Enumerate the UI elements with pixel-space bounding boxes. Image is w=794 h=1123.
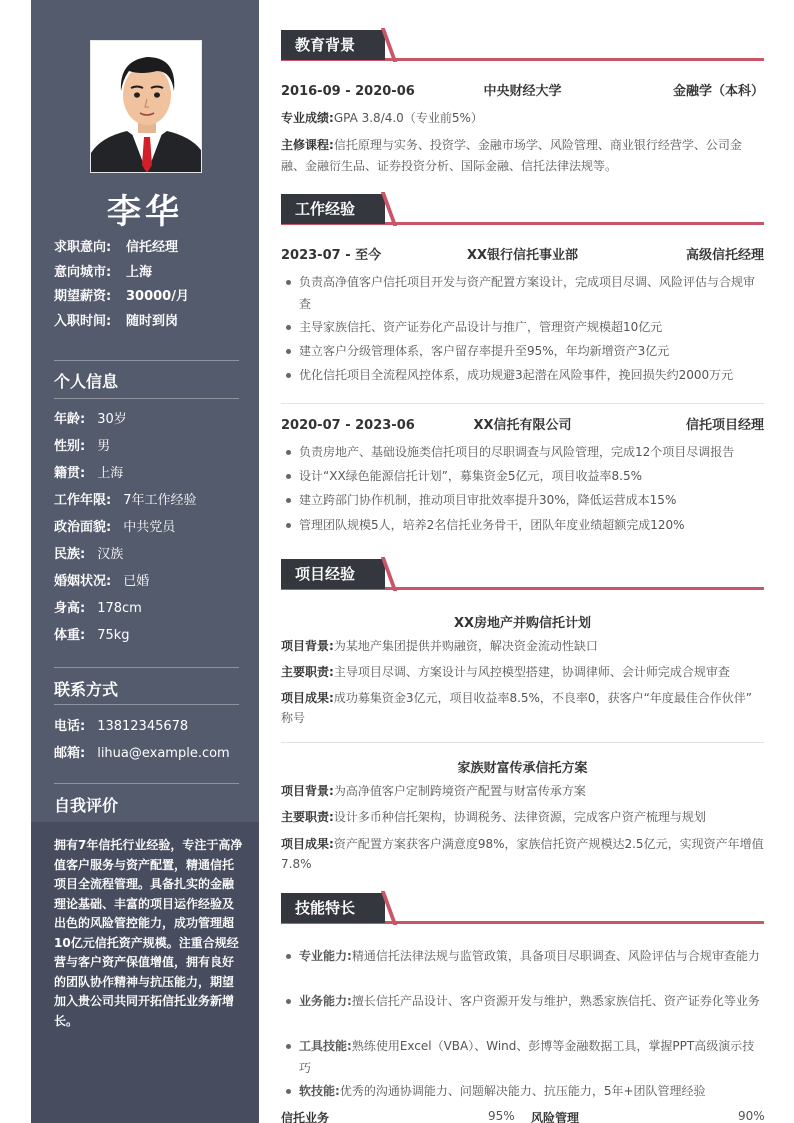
skill-item: 专业能力:精通信托法律法规与监管政策，具备项目尽职调查、风险评估与合规审查能力 bbox=[281, 945, 764, 967]
personal-row: 民族: 汉族 bbox=[54, 547, 124, 562]
skill-item: 业务能力:擅长信托产品设计、客户资源开发与维护，熟悉家族信托、资产证券化等业务 bbox=[281, 990, 764, 1012]
skill-bar-percent: 95% bbox=[488, 1109, 515, 1123]
section-title: 技能特长 bbox=[281, 893, 385, 923]
project-result-cont: 称号 bbox=[281, 711, 306, 725]
job-bullet: 建立客户分级管理体系，客户留存率提升至95%，年均新增资产3亿元 bbox=[281, 340, 764, 362]
project-duty: 主要职责:主导项目尽调、方案设计与风控模型搭建，协调律师、会计师完成合规审查 bbox=[281, 665, 730, 679]
section-title: 工作经验 bbox=[281, 194, 385, 224]
job-bullet: 建立跨部门协作机制，推动项目审批效率提升30%，降低运营成本15% bbox=[281, 489, 764, 511]
job-header: 2023-07 - 至今 XX银行信托事业部 高级信托经理 bbox=[281, 248, 764, 263]
edu-major: 金融学（本科） bbox=[672, 84, 764, 99]
edu-courses-cont: 融、金融衍生品、证券投资分析、国际金融、信托法律法规等。 bbox=[281, 159, 618, 173]
job-bullet: 主导家族信托、资产证券化产品设计与推广，管理资产规模超10亿元 bbox=[281, 316, 764, 338]
self-eval-title: 自我评价 bbox=[54, 796, 119, 815]
edu-courses: 主修课程:信托原理与实务、投资学、金融市场学、风险管理、商业银行经营学、公司金 bbox=[281, 138, 742, 152]
basic-row: 意向城市: 上海 bbox=[54, 264, 153, 280]
edu-period: 2016-09 - 2020-06 bbox=[281, 84, 415, 99]
project-background: 项目背景:为高净值客户定制跨境资产配置与财富传承方案 bbox=[281, 784, 586, 798]
personal-row: 政治面貌: 中共党员 bbox=[54, 520, 176, 535]
edu-school: 中央财经大学 bbox=[483, 84, 562, 99]
skill-bar-percent: 90% bbox=[738, 1109, 765, 1123]
job-bullet: 管理团队规模5人，培养2名信托业务骨干，团队年度业绩超额完成120% bbox=[281, 514, 764, 536]
personal-row: 工作年限: 7年工作经验 bbox=[54, 493, 197, 508]
sidebar-divider bbox=[54, 783, 239, 784]
section-header-skills bbox=[281, 893, 764, 927]
edu-gpa: 专业成绩:GPA 3.8/4.0（专业前5%） bbox=[281, 111, 483, 125]
sidebar-divider bbox=[54, 704, 239, 705]
basic-info bbox=[54, 236, 189, 334]
sidebar-divider bbox=[54, 360, 239, 361]
sidebar-divider bbox=[54, 667, 239, 668]
self-eval-text: 拥有7年信托行业经验，专注于高净值客户服务与资产配置，精通信托项目全流程管理。具备扎实的金融理论基础、丰富的项目运作经验及出色的风险管控能力，成功管理超10亿元信托资产规模。注重合规经营与客户资产保值增值，拥有良好的团队协作精神与抗压能力，期望加入贵公司共同开拓信托业务新增长。 bbox=[54, 838, 243, 1028]
divider bbox=[281, 742, 764, 743]
project-result: 项目成果:成功募集资金3亿元，项目收益率8.5%，不良率0，获客户“年度最佳合作伙伴” bbox=[281, 691, 753, 705]
section-title: 项目经验 bbox=[281, 559, 385, 589]
profile-photo bbox=[90, 40, 202, 173]
personal-row: 身高: 178cm bbox=[54, 601, 142, 616]
project-duty: 主要职责:设计多币种信托架构，协调税务、法律资源，完成客户资产梳理与规划 bbox=[281, 810, 706, 824]
personal-info-list bbox=[54, 406, 196, 649]
sidebar bbox=[31, 0, 259, 1123]
project-result: 项目成果:资产配置方案获客户满意度98%，家族信托资产规模达2.5亿元，实现资产年增值 bbox=[281, 837, 764, 851]
contact-phone: 电话: 13812345678 bbox=[54, 719, 189, 734]
project-result-cont: 7.8% bbox=[281, 857, 312, 871]
job-bullet: 设计“XX绿色能源信托计划”，募集资金5亿元，项目收益率8.5% bbox=[281, 465, 764, 487]
skill-bar-label: 信托业务 bbox=[281, 1111, 330, 1123]
personal-row: 性别: 男 bbox=[54, 439, 111, 454]
skill-item: 软技能:优秀的沟通协调能力、问题解决能力、抗压能力，5年+团队管理经验 bbox=[281, 1080, 764, 1102]
sidebar-divider bbox=[54, 398, 239, 399]
skill-item: 工具技能:熟练使用Excel（VBA）、Wind、彭博等金融数据工具，掌握PPT高级演示技巧 bbox=[281, 1035, 764, 1079]
divider bbox=[281, 403, 764, 404]
candidate-name: 李华 bbox=[107, 192, 183, 232]
personal-row: 年龄: 30岁 bbox=[54, 412, 127, 427]
basic-row: 求职意向: 信托经理 bbox=[54, 240, 179, 255]
avatar-illustration bbox=[91, 41, 202, 173]
personal-row: 籍贯: 上海 bbox=[54, 466, 124, 481]
job-header: 2020-07 - 2023-06 XX信托有限公司 信托项目经理 bbox=[281, 418, 764, 433]
basic-row: 期望薪资: 30000/月 bbox=[54, 289, 189, 304]
project-title: 家族财富传承信托方案 bbox=[457, 761, 588, 776]
personal-row: 体重: 75kg bbox=[54, 628, 130, 643]
section-header-education bbox=[281, 30, 764, 64]
contact-title: 联系方式 bbox=[54, 680, 119, 699]
job-bullet: 优化信托项目全流程风控体系，成功规避3起潜在风险事件，挽回损失约2000万元 bbox=[281, 364, 764, 386]
section-header-work bbox=[281, 194, 764, 228]
job-bullet: 负责房地产、基础设施类信托项目的尽职调查与风险管理，完成12个项目尽调报告 bbox=[281, 441, 764, 463]
contact-list bbox=[54, 713, 230, 767]
section-header-projects bbox=[281, 559, 764, 593]
education-header bbox=[281, 83, 764, 101]
skill-bar-label: 风险管理 bbox=[531, 1111, 580, 1123]
project-title: XX房地产并购信托计划 bbox=[453, 616, 592, 631]
contact-email: 邮箱: lihua@example.com bbox=[54, 746, 230, 761]
personal-info-title: 个人信息 bbox=[54, 372, 119, 391]
job-bullet: 负责高净值客户信托项目开发与资产配置方案设计，完成项目尽调、风险评估与合规审查 bbox=[281, 271, 764, 315]
project-background: 项目背景:为某地产集团提供并购融资，解决资金流动性缺口 bbox=[281, 639, 598, 653]
basic-row: 入职时间: 随时到岗 bbox=[54, 313, 179, 329]
section-title: 教育背景 bbox=[281, 30, 385, 60]
personal-row: 婚姻状况: 已婚 bbox=[54, 574, 150, 589]
